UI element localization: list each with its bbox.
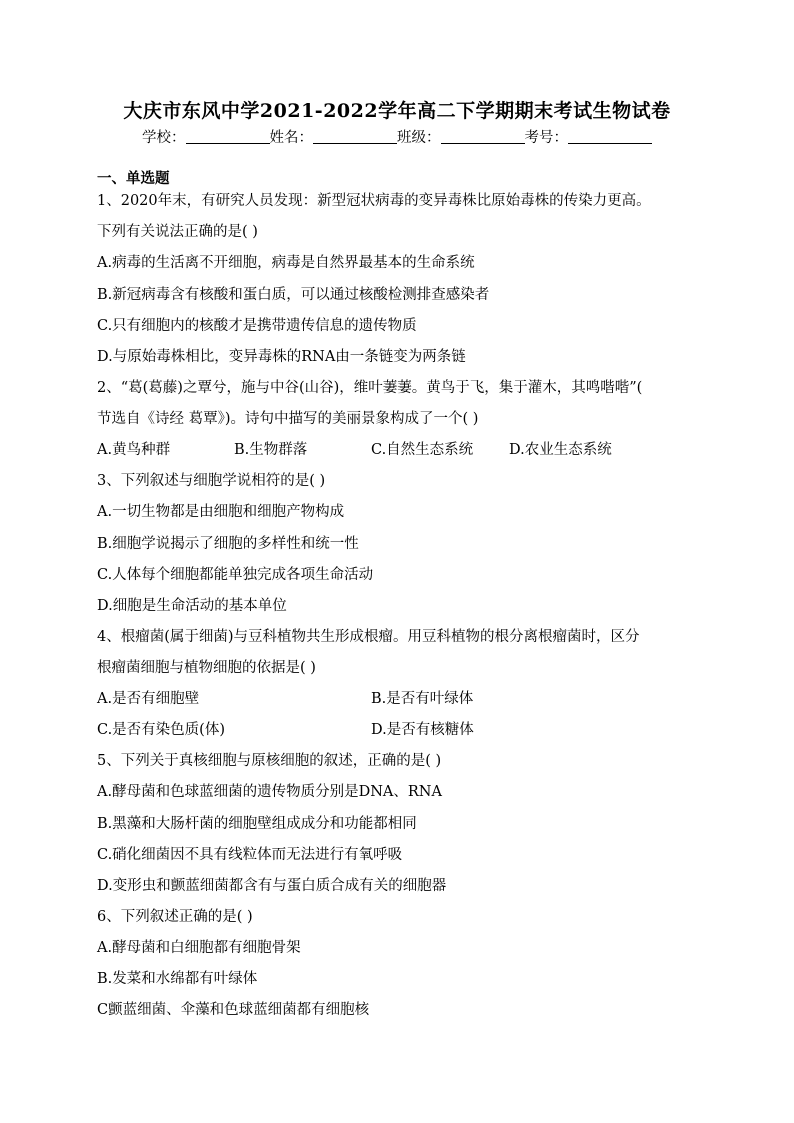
school-label: 学校： bbox=[142, 130, 186, 146]
q1-option-c: C.只有细胞内的核酸才是携带遗传信息的遗传物质 bbox=[97, 318, 417, 334]
q5-option-d: D.变形虫和颤蓝细菌都含有与蛋白质合成有关的细胞器 bbox=[97, 878, 447, 894]
q3-option-d: D.细胞是生命活动的基本单位 bbox=[97, 598, 287, 614]
q6-option-a: A.酵母菌和白细胞都有细胞骨架 bbox=[97, 940, 301, 956]
student-info-row bbox=[0, 126, 794, 147]
number-label: 考号： bbox=[524, 130, 568, 146]
q1-option-b: B.新冠病毒含有核酸和蛋白质，可以通过核酸检测排查感染者 bbox=[97, 287, 490, 303]
q5-option-a: A.酵母菌和色球蓝细菌的遗传物质分别是DNA、RNA bbox=[97, 784, 442, 800]
name-label: 姓名： bbox=[269, 130, 313, 146]
q4-stem-line1: 4、根瘤菌(属于细菌)与豆科植物共生形成根瘤。用豆科植物的根分离根瘤菌时，区分 bbox=[97, 629, 640, 645]
q5-option-c: C.硝化细菌因不具有线粒体而无法进行有氧呼吸 bbox=[97, 847, 403, 863]
q2-option-c: C.自然生态系统 bbox=[371, 442, 474, 458]
q2-stem-line2: 节选自《诗经 葛覃》)。诗句中描写的美丽景象构成了一个( ) bbox=[97, 411, 479, 427]
school-blank[interactable] bbox=[186, 129, 270, 144]
q2-option-d: D.农业生态系统 bbox=[509, 442, 612, 458]
q4-option-a: A.是否有细胞壁 bbox=[97, 691, 200, 707]
q4-stem-line2: 根瘤菌细胞与植物细胞的依据是( ) bbox=[97, 660, 316, 676]
section-title: 一、单选题 bbox=[97, 170, 170, 187]
q5-option-b: B.黑藻和大肠杆菌的细胞壁组成成分和功能都相同 bbox=[97, 816, 417, 832]
q2-option-a: A.黄鸟种群 bbox=[97, 442, 171, 458]
q2-option-b: B.生物群落 bbox=[234, 442, 308, 458]
q1-option-a: A.病毒的生活离不开细胞，病毒是自然界最基本的生命系统 bbox=[97, 255, 475, 271]
q3-option-a: A.一切生物都是由细胞和细胞产物构成 bbox=[97, 504, 345, 520]
q4-option-b: B.是否有叶绿体 bbox=[371, 691, 474, 707]
q5-stem-line1: 5、下列关于真核细胞与原核细胞的叙述，正确的是( ) bbox=[97, 753, 442, 769]
exam-title: 大庆市东风中学2021-2022学年高二下学期期末考试生物试卷 bbox=[123, 100, 671, 122]
q2-stem-line1: 2、“葛(葛藤)之覃兮，施与中谷(山谷)，维叶萋萋。黄鸟于飞，集于灌木，其鸣喈喈”( bbox=[97, 380, 643, 396]
q6-option-b: B.发菜和水绵都有叶绿体 bbox=[97, 971, 258, 987]
class-label: 班级： bbox=[397, 130, 441, 146]
q6-option-c: C颤蓝细菌、伞藻和色球蓝细菌都有细胞核 bbox=[97, 1002, 370, 1018]
q3-option-c: C.人体每个细胞都能单独完成各项生命活动 bbox=[97, 567, 374, 583]
number-blank[interactable] bbox=[568, 129, 652, 144]
q4-option-c: C.是否有染色质(体) bbox=[97, 722, 226, 738]
q4-option-d: D.是否有核糖体 bbox=[371, 722, 474, 738]
class-blank[interactable] bbox=[441, 129, 525, 144]
q3-stem-line1: 3、下列叙述与细胞学说相符的是( ) bbox=[97, 473, 326, 489]
name-blank[interactable] bbox=[313, 129, 397, 144]
q1-option-d: D.与原始毒株相比，变异毒株的RNA由一条链变为两条链 bbox=[97, 349, 466, 365]
q1-stem-line2: 下列有关说法正确的是( ) bbox=[97, 224, 258, 240]
q3-option-b: B.细胞学说揭示了细胞的多样性和统一性 bbox=[97, 536, 359, 552]
q6-stem-line1: 6、下列叙述正确的是( ) bbox=[97, 909, 253, 925]
q1-stem-line1: 1、2020年末，有研究人员发现：新型冠状病毒的变异毒株比原始毒株的传染力更高。 bbox=[97, 193, 651, 209]
